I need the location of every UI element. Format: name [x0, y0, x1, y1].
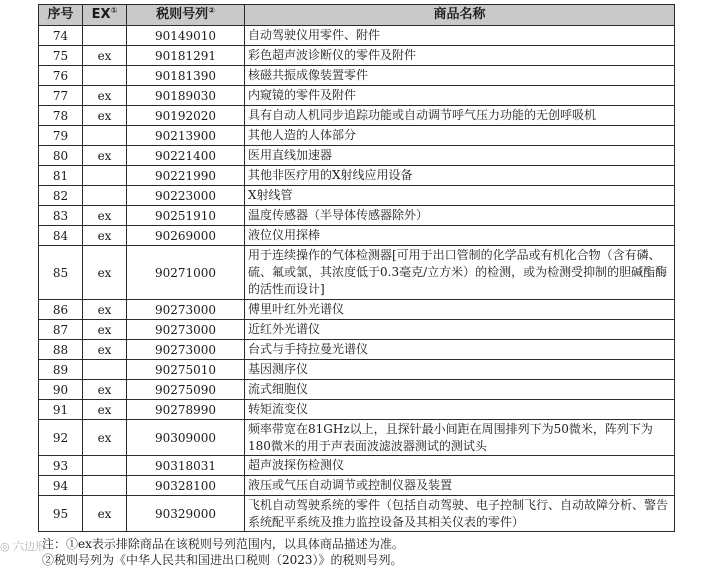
cell-code: 90329000	[127, 496, 245, 532]
cell-no: 95	[39, 496, 83, 532]
table-row	[39, 186, 675, 206]
header-code-label: 税则号列	[156, 7, 209, 22]
cell-no: 76	[39, 66, 83, 86]
cell-code: 90192020	[127, 106, 245, 126]
cell-name: 自动驾驶仪用零件、附件	[245, 26, 675, 46]
header-code-footnote-mark: ②	[208, 6, 215, 15]
cell-ex: ex	[83, 340, 127, 360]
cell-code: 90275090	[127, 380, 245, 400]
cell-no: 84	[39, 226, 83, 246]
cell-code: 90278990	[127, 400, 245, 420]
cell-ex	[83, 360, 127, 380]
cell-ex: ex	[83, 146, 127, 166]
cell-no: 94	[39, 476, 83, 496]
cell-ex: ex	[83, 400, 127, 420]
cell-name: 内窥镜的零件及附件	[245, 86, 675, 106]
table-row	[39, 246, 675, 300]
cell-ex	[83, 26, 127, 46]
cell-no: 91	[39, 400, 83, 420]
cell-name: 其他人造的人体部分	[245, 126, 675, 146]
cell-ex: ex	[83, 226, 127, 246]
cell-no: 81	[39, 166, 83, 186]
table-row	[39, 46, 675, 66]
cell-name: 用于连续操作的气体检测器[可用于出口管制的化学品或有机化合物（含有磷、硫、氟或氯，其浓度低于0.3毫克/立方米）的检测，或为检测受抑制的胆碱酯酶的活性而设计]	[245, 246, 675, 300]
watermark-logo: ◎ 六边形	[0, 540, 47, 553]
table-row	[39, 300, 675, 320]
cell-name: 频率带宽在81GHz以上，且探针最小间距在周围排列下为50微米，阵列下为180微米的用于声表面波滤波器测试的测试头	[245, 420, 675, 456]
footnote-2: ②税则号列为《中华人民共和国进出口税则（2023）》的税则号列。	[42, 553, 403, 567]
table-body	[39, 26, 675, 532]
cell-name: 液位仪用探棒	[245, 226, 675, 246]
cell-code: 90221400	[127, 146, 245, 166]
footnote-1: 注：①ex表示排除商品在该税则号列范围内，以具体商品描述为准。	[42, 537, 404, 551]
cell-ex: ex	[83, 86, 127, 106]
cell-code: 90275010	[127, 360, 245, 380]
cell-name: 傅里叶红外光谱仪	[245, 300, 675, 320]
header-ex-label: EX	[91, 7, 111, 22]
cell-ex	[83, 166, 127, 186]
cell-ex: ex	[83, 300, 127, 320]
cell-code: 90318031	[127, 456, 245, 476]
cell-code: 90251910	[127, 206, 245, 226]
cell-ex: ex	[83, 320, 127, 340]
cell-code: 90269000	[127, 226, 245, 246]
cell-name: 彩色超声波诊断仪的零件及附件	[245, 46, 675, 66]
table-row	[39, 166, 675, 186]
cell-no: 85	[39, 246, 83, 300]
table-row	[39, 320, 675, 340]
table-row	[39, 26, 675, 46]
cell-code: 90221990	[127, 166, 245, 186]
table-row	[39, 400, 675, 420]
cell-name: 其他非医疗用的X射线应用设备	[245, 166, 675, 186]
table-row	[39, 380, 675, 400]
cell-no: 90	[39, 380, 83, 400]
cell-code: 90181390	[127, 66, 245, 86]
cell-code: 90213900	[127, 126, 245, 146]
cell-code: 90273000	[127, 340, 245, 360]
table-row	[39, 106, 675, 126]
header-name: 商品名称	[245, 5, 675, 26]
cell-no: 87	[39, 320, 83, 340]
cell-code: 90189030	[127, 86, 245, 106]
cell-ex: ex	[83, 206, 127, 226]
cell-ex: ex	[83, 380, 127, 400]
cell-name: 具有自动人机同步追踪功能或自动调节呼气压力功能的无创呼吸机	[245, 106, 675, 126]
header-ex-footnote-mark: ①	[110, 6, 118, 15]
cell-name: 温度传感器（半导体传感器除外）	[245, 206, 675, 226]
cell-no: 88	[39, 340, 83, 360]
table-row	[39, 360, 675, 380]
cell-code: 90328100	[127, 476, 245, 496]
cell-ex	[83, 476, 127, 496]
cell-no: 82	[39, 186, 83, 206]
cell-name: 转矩流变仪	[245, 400, 675, 420]
table-row	[39, 86, 675, 106]
cell-code: 90273000	[127, 320, 245, 340]
cell-no: 77	[39, 86, 83, 106]
table-row	[39, 476, 675, 496]
cell-code: 90181291	[127, 46, 245, 66]
cell-no: 75	[39, 46, 83, 66]
cell-no: 74	[39, 26, 83, 46]
cell-ex: ex	[83, 246, 127, 300]
table-row	[39, 420, 675, 456]
cell-no: 92	[39, 420, 83, 456]
header-no: 序号	[39, 5, 83, 26]
table-row	[39, 456, 675, 476]
cell-name: 飞机自动驾驶系统的零件（包括自动驾驶、电子控制飞行、自动故障分析、警告系统配平系统及推力监控设备及其相关仪表的零件）	[245, 496, 675, 532]
cell-name: 流式细胞仪	[245, 380, 675, 400]
cell-no: 78	[39, 106, 83, 126]
cell-no: 83	[39, 206, 83, 226]
cell-ex: ex	[83, 106, 127, 126]
cell-ex: ex	[83, 496, 127, 532]
cell-name: 近红外光谱仪	[245, 320, 675, 340]
table-row	[39, 226, 675, 246]
cell-no: 89	[39, 360, 83, 380]
footnotes	[38, 536, 674, 568]
table-row	[39, 340, 675, 360]
cell-no: 80	[39, 146, 83, 166]
cell-name: 基因测序仪	[245, 360, 675, 380]
table-row	[39, 496, 675, 532]
cell-code: 90273000	[127, 300, 245, 320]
cell-no: 93	[39, 456, 83, 476]
cell-ex	[83, 456, 127, 476]
cell-name: 医用直线加速器	[245, 146, 675, 166]
header-ex	[83, 5, 127, 26]
table-row	[39, 206, 675, 226]
header-code	[127, 5, 245, 26]
cell-name: 液压或气压自动调节或控制仪器及装置	[245, 476, 675, 496]
cell-code: 90223000	[127, 186, 245, 206]
cell-code: 90309000	[127, 420, 245, 456]
table-row	[39, 146, 675, 166]
cell-ex: ex	[83, 46, 127, 66]
cell-no: 86	[39, 300, 83, 320]
cell-name: 核磁共振成像装置零件	[245, 66, 675, 86]
table-header-row	[39, 5, 675, 26]
table-row	[39, 126, 675, 146]
tariff-table	[38, 4, 675, 532]
cell-code: 90271000	[127, 246, 245, 300]
table-row	[39, 66, 675, 86]
cell-ex	[83, 186, 127, 206]
cell-name: 台式与手持拉曼光谱仪	[245, 340, 675, 360]
cell-ex	[83, 66, 127, 86]
cell-ex: ex	[83, 420, 127, 456]
tariff-table-sheet	[38, 4, 674, 568]
cell-no: 79	[39, 126, 83, 146]
cell-ex	[83, 126, 127, 146]
cell-code: 90149010	[127, 26, 245, 46]
cell-name: X射线管	[245, 186, 675, 206]
cell-name: 超声波探伤检测仪	[245, 456, 675, 476]
